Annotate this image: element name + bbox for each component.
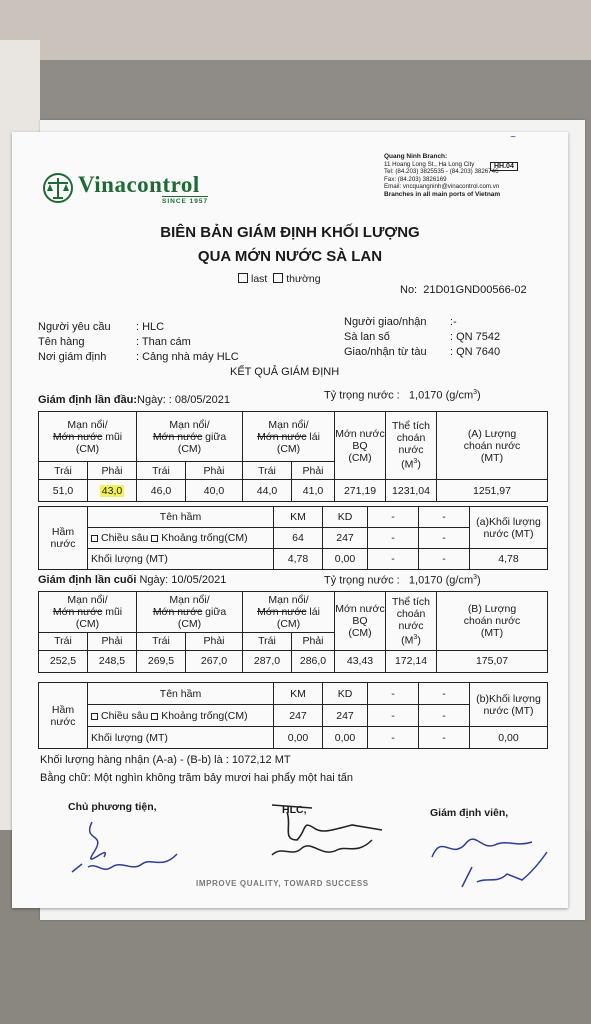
- last-density-label: Tỷ trọng nước :: [324, 574, 400, 587]
- logo-wordmark: Vinacontrol: [78, 172, 200, 197]
- dash-cell: -: [419, 507, 470, 528]
- density-unit: (g/cm: [445, 389, 474, 402]
- value-cell: 175,07: [437, 650, 548, 672]
- dash-cell: -: [368, 528, 419, 549]
- mass-label: Khối lượng (MT): [88, 727, 274, 749]
- col-left: Trái: [137, 462, 186, 480]
- kd-value: 247: [323, 705, 368, 727]
- received-mass-line: Khối lượng hàng nhận (A-a) - (B-b) là : 1072,12 MT: [40, 754, 291, 766]
- first-draft-table: [38, 411, 548, 502]
- kd-header: KD: [323, 683, 368, 705]
- km-value: 247: [274, 705, 323, 727]
- ballast-header: Hầm nước: [39, 507, 88, 570]
- header-mid: Mạn nổi/ Mớn nước giữa (CM): [137, 592, 243, 633]
- inspector-signature: [422, 822, 552, 892]
- last-survey-title: Giám định lần cuối: [38, 574, 137, 586]
- result-heading: KẾT QUẢ GIÁM ĐỊNH: [230, 366, 340, 378]
- tank-name-header: Tên hầm: [88, 683, 274, 705]
- kd-mass: 0,00: [323, 727, 368, 749]
- col-right: Phải: [292, 462, 335, 480]
- col-left: Trái: [243, 462, 292, 480]
- dash-cell: -: [368, 705, 419, 727]
- value-cell: 286,0: [292, 650, 335, 672]
- dash-cell: -: [419, 528, 470, 549]
- branch-tel: Tel: (84.203) 3825535 - (84.203) 3826746: [384, 168, 499, 176]
- header-volume: Thể tích choán nước $(M^3)$: [386, 592, 437, 651]
- last-ballast-table: [38, 682, 548, 749]
- last-survey-heading: [38, 574, 226, 586]
- depth-space-label: Chiều sâu Khoảng trống(CM): [88, 705, 274, 727]
- value-cell: 269,5: [137, 650, 186, 672]
- inspector-signature-label: Giám định viên,: [430, 807, 509, 819]
- place-value: : Cảng nhà máy HLC: [136, 351, 239, 363]
- branch-email: Email: vncquangninh@vinacontrol.com.vn: [384, 183, 500, 191]
- value-cell: 287,0: [243, 650, 292, 672]
- value-cell: 40,0: [186, 480, 243, 502]
- last-density-line: Tỷ trọng nước : 1,0170 $(g/cm^3)$: [324, 574, 481, 587]
- header-fore: Mạn nổi/ Mớn nước mũi (CM): [39, 592, 137, 633]
- col-left: Trái: [39, 632, 88, 650]
- value-cell: 252,5: [39, 650, 88, 672]
- km-mass: 4,78: [274, 549, 323, 570]
- document-page: [12, 132, 568, 908]
- header-volume: Thể tích choán nước $(M^3)$: [386, 412, 437, 480]
- value-cell: 267,0: [186, 650, 243, 672]
- km-header: KM: [274, 683, 323, 705]
- first-density-line: Tỷ trọng nước : 1,0170 $(g/cm^3)$: [324, 389, 481, 402]
- option-checkboxes: [238, 273, 321, 285]
- ink-tick-mark: ~: [510, 132, 516, 143]
- hlc-signature: [252, 800, 402, 870]
- first-ballast-table: [38, 506, 548, 570]
- header-fore: Mạn nổi/ Mớn nước mũi (CM): [39, 412, 137, 462]
- value-cell: 172,14: [386, 650, 437, 672]
- col-left: Trái: [137, 632, 186, 650]
- dash-cell: -: [419, 705, 470, 727]
- tank-name-header: Tên hầm: [88, 507, 274, 528]
- first-density-label: Tỷ trọng nước :: [324, 389, 400, 402]
- header-aft: Mạn nổi/ Mớn nước lái (CM): [243, 592, 335, 633]
- value-cell: 1231,04: [386, 480, 437, 502]
- value-cell: 51,0: [39, 480, 88, 502]
- col-right: Phải: [186, 462, 243, 480]
- value-cell: 1251,97: [437, 480, 548, 502]
- dash-cell: -: [368, 727, 419, 749]
- col-left: Trái: [243, 632, 292, 650]
- value-cell: 44,0: [243, 480, 292, 502]
- title-line-2: QUA MỚN NƯỚC SÀ LAN: [197, 248, 383, 265]
- cargo-label: Tên hàng: [38, 336, 85, 348]
- header-aft: Mạn nổi/ Mớn nước lái (CM): [243, 412, 335, 462]
- header-displacement-a: (A) Lượng choán nước (MT): [437, 412, 548, 480]
- value-cell-highlighted: 43,0: [88, 480, 137, 502]
- mass-label: Khối lượng (MT): [88, 549, 274, 570]
- density-unit: (g/cm: [445, 574, 474, 587]
- requester-label: Người yêu cầu: [38, 321, 111, 333]
- form-code-stamp: HH.04: [490, 162, 518, 171]
- col-left: Trái: [39, 462, 88, 480]
- shipper-label: Người giao/nhận: [344, 316, 427, 328]
- cargo-value: : Than cám: [136, 336, 191, 348]
- branch-fax: Fax: (84.203) 3826169: [384, 175, 447, 183]
- number-value: 21D01GND00566-02: [423, 284, 527, 296]
- col-right: Phải: [88, 462, 137, 480]
- option-last-label: last: [251, 273, 268, 285]
- dash-cell: -: [368, 549, 419, 570]
- col-right: Phải: [292, 632, 335, 650]
- km-header: KM: [274, 507, 323, 528]
- density-unit-end: ): [477, 389, 481, 402]
- kd-mass: 0,00: [323, 549, 368, 570]
- barge-value: : QN 7542: [450, 331, 501, 343]
- branch-block: [384, 153, 500, 199]
- header-mean-draft: Mớn nước BQ (CM): [335, 412, 386, 480]
- value-cell: 46,0: [137, 480, 186, 502]
- kd-value: 247: [323, 528, 368, 549]
- checkbox-thuong: [273, 273, 283, 283]
- depth-space-label: Chiều sâu Khoảng trống(CM): [88, 528, 274, 549]
- branch-address: 11 Hoang Long St., Ha Long City: [384, 160, 475, 168]
- background-top: [0, 0, 591, 60]
- hlc-signature-label: HLC,: [282, 804, 307, 816]
- ballast-b-total: 0,00: [470, 727, 548, 749]
- requester-value: : HLC: [136, 321, 165, 333]
- last-density-value: 1,0170: [408, 574, 443, 587]
- number-label: No:: [400, 284, 418, 296]
- header-mid: Mạn nổi/ Mớn nước giữa (CM): [137, 412, 243, 462]
- scales-logo-icon: [42, 172, 74, 204]
- dash-cell: -: [419, 549, 470, 570]
- branch-title: Quang Ninh Branch:: [384, 153, 448, 160]
- owner-signature-label: Chủ phương tiện,: [68, 801, 157, 813]
- ballast-a-total: 4,78: [470, 549, 548, 570]
- barge-label: Sà lan số: [344, 331, 390, 343]
- dash-cell: -: [419, 727, 470, 749]
- km-value: 64: [274, 528, 323, 549]
- value-cell: 41,0: [292, 480, 335, 502]
- from-ship-value: : QN 7640: [450, 346, 501, 358]
- kd-header: KD: [323, 507, 368, 528]
- first-survey-date: Ngày: : 08/05/2021: [137, 394, 230, 406]
- header-mean-draft: Mớn nước BQ (CM): [335, 592, 386, 651]
- document-number: [400, 284, 527, 296]
- value-cell: 43,43: [335, 650, 386, 672]
- checkbox-last: [238, 273, 248, 283]
- ballast-a-header: (a)Khối lượng nước (MT): [470, 507, 548, 549]
- density-unit-end: ): [477, 574, 481, 587]
- value-cell: 271,19: [335, 480, 386, 502]
- branch-note: Branches in all main ports of Vietnam: [384, 190, 501, 198]
- last-survey-date: Ngày: 10/05/2021: [139, 574, 227, 586]
- from-ship-label: Giao/nhận từ tàu: [344, 346, 427, 358]
- owner-signature: [52, 812, 192, 892]
- in-words-line: Bằng chữ: Một nghìn không trăm bảy mươi hai phẩy một hai tấn: [40, 772, 353, 784]
- header-displacement-b: (B) Lượng choán nước (MT): [437, 592, 548, 651]
- shipper-value: :-: [450, 316, 457, 328]
- col-right: Phải: [88, 632, 137, 650]
- dash-cell: -: [368, 507, 419, 528]
- dash-cell: -: [368, 683, 419, 705]
- km-mass: 0,00: [274, 727, 323, 749]
- place-label: Nơi giám định: [38, 351, 107, 363]
- title-line-1: BIÊN BẢN GIÁM ĐỊNH KHỐI LƯỢNG: [160, 224, 420, 241]
- ballast-b-header: (b)Khối lượng nước (MT): [470, 683, 548, 727]
- dash-cell: -: [419, 683, 470, 705]
- col-right: Phải: [186, 632, 243, 650]
- last-draft-table: [38, 591, 548, 673]
- first-density-value: 1,0170: [408, 389, 443, 402]
- ballast-header: Hầm nước: [39, 683, 88, 749]
- option-thuong-label: thường: [286, 273, 321, 285]
- value-cell: 248,5: [88, 650, 137, 672]
- logo-since: SINCE 1957: [162, 198, 209, 205]
- first-survey-title: Giám định lần đầu:: [38, 394, 138, 406]
- company-motto: IMPROVE QUALITY, TOWARD SUCCESS: [196, 879, 369, 888]
- first-survey-heading: [38, 394, 230, 406]
